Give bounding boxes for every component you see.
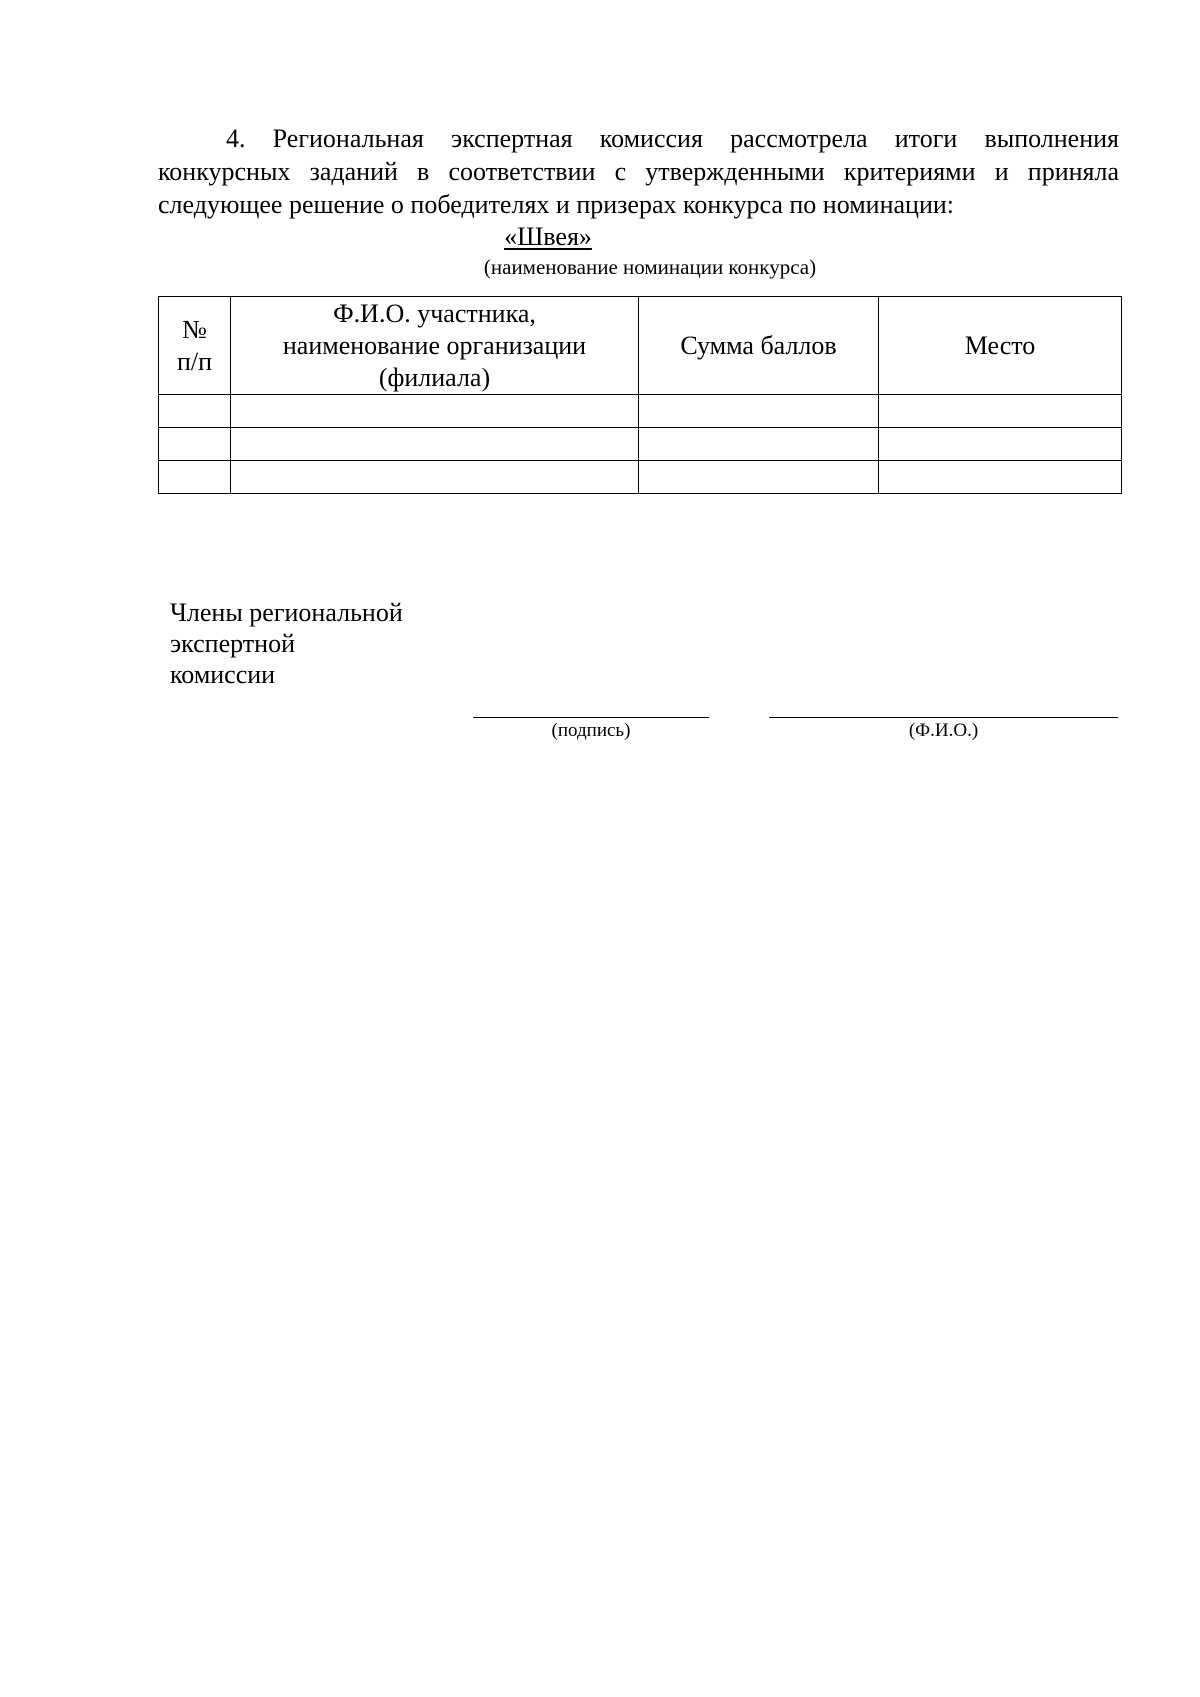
header-score: Сумма баллов bbox=[639, 297, 879, 395]
header-number: № п/п bbox=[159, 297, 231, 395]
nomination-caption bbox=[0, 255, 1200, 279]
commission-members-label: Члены региональной экспертной комиссии bbox=[170, 598, 403, 689]
table-cell[interactable] bbox=[879, 428, 1122, 461]
table-cell[interactable] bbox=[159, 428, 231, 461]
table-cell[interactable] bbox=[639, 428, 879, 461]
header-participant: Ф.И.О. участника, наименование организации (филиала) bbox=[231, 297, 639, 395]
nomination-value: «Швея» bbox=[504, 222, 592, 251]
table-cell[interactable] bbox=[231, 428, 639, 461]
table-cell[interactable] bbox=[159, 395, 231, 428]
signature-line[interactable] bbox=[473, 717, 709, 718]
table-cell[interactable] bbox=[231, 461, 639, 494]
table-header-row bbox=[159, 297, 1122, 395]
table-cell[interactable] bbox=[639, 395, 879, 428]
results-table bbox=[158, 296, 1122, 494]
decision-paragraph: 4. Региональная экспертная комиссия рассмотрела итоги выполнения конкурсных заданий в соответствии с утвержденными критериями и приняла следующее решение о победителях и призерах конкурса по номинации: bbox=[158, 124, 1119, 219]
table-cell[interactable] bbox=[639, 461, 879, 494]
table-cell[interactable] bbox=[159, 461, 231, 494]
table-row bbox=[159, 395, 1122, 428]
table-cell[interactable] bbox=[879, 461, 1122, 494]
nomination-name bbox=[0, 223, 1200, 251]
table-row bbox=[159, 428, 1122, 461]
table-cell[interactable] bbox=[231, 395, 639, 428]
table-cell[interactable] bbox=[879, 395, 1122, 428]
signature-caption: (подпись) bbox=[551, 720, 631, 741]
table-row bbox=[159, 461, 1122, 494]
full-name-caption: (Ф.И.О.) bbox=[908, 720, 979, 741]
nomination-caption-text: (наименование номинации конкурса) bbox=[483, 255, 817, 279]
header-place: Место bbox=[879, 297, 1122, 395]
full-name-line[interactable] bbox=[769, 717, 1118, 718]
